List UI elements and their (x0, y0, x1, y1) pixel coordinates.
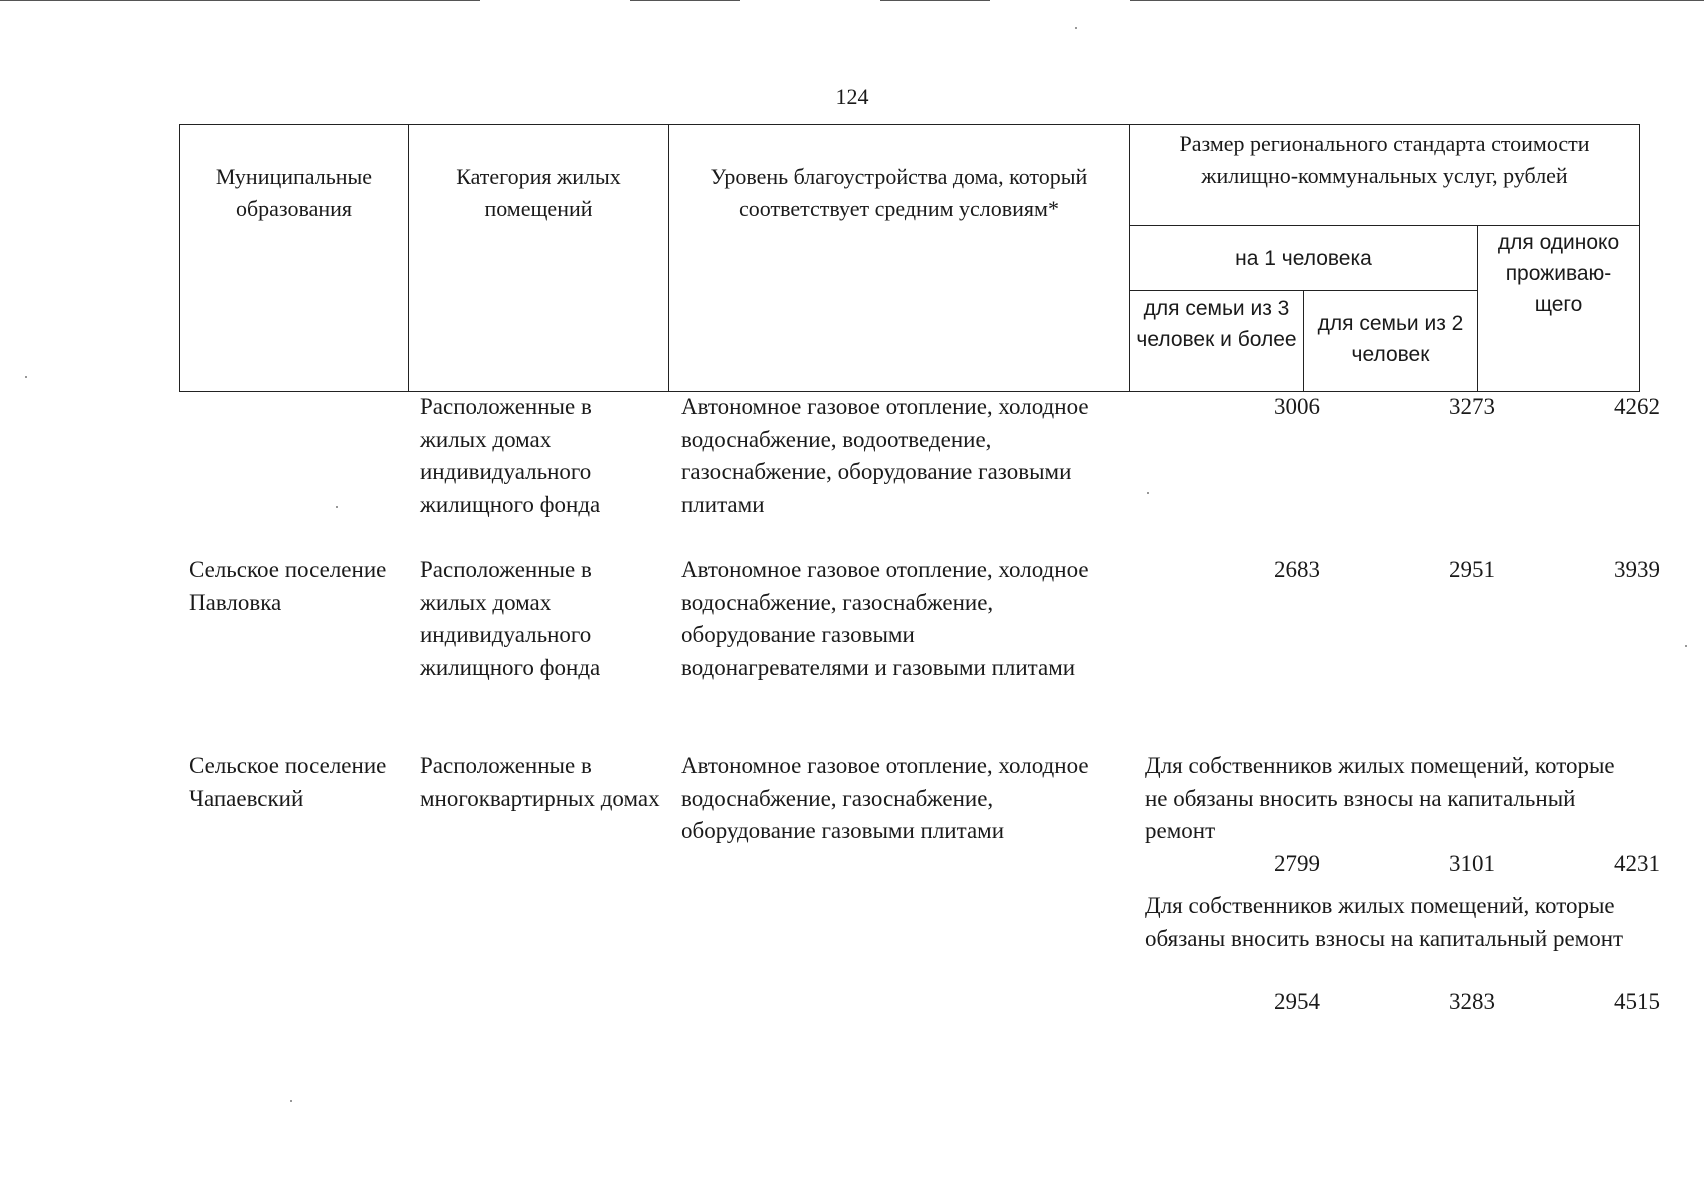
value-single: 3939 (1614, 557, 1660, 582)
scan-artifact-line (1130, 0, 1704, 1)
row-municipality: Сельское поселение Павловка (189, 557, 387, 615)
row-municipality: Сельское поселение Чапаевский (189, 753, 387, 811)
value-family-2: 3101 (1449, 851, 1495, 876)
note-values (179, 848, 1660, 880)
scan-artifact-line (0, 0, 480, 1)
scan-speck (1147, 492, 1149, 494)
scan-speck (1075, 27, 1077, 29)
owner-note-with-capital-repair: Для собственников жилых помещений, которые обязаны вносить взносы на капитальный ремонт (1145, 893, 1624, 951)
value-family-3: 3006 (1274, 394, 1320, 419)
scan-artifact-line (880, 0, 990, 1)
header-family-3: для семьи из 3 человек и более (1130, 291, 1304, 392)
row-category: Расположенные в многоквартирных домах (420, 753, 660, 811)
header-per-person: на 1 человека (1130, 226, 1478, 291)
scan-artifact-line (630, 0, 740, 1)
row-category: Расположенные в жилых домах индивидуального жилищного фонда (420, 394, 601, 517)
header-municipal: Муниципальные образования (180, 125, 409, 392)
value-single: 4515 (1614, 989, 1660, 1014)
header-category: Категория жилых помещений (409, 125, 669, 392)
row-level: Автономное газовое отопление, холодное водоснабжение, газоснабжение, оборудование газовыми водонагревателями и газовыми плитами (681, 557, 1089, 680)
header-level: Уровень благоустройства дома, который соответствует средним условиям* (669, 125, 1130, 392)
value-family-3: 2683 (1274, 557, 1320, 582)
row-level: Автономное газовое отопление, холодное водоснабжение, водоотведение, газоснабжение, оборудование газовыми плитами (681, 394, 1089, 517)
scan-speck (25, 376, 27, 378)
page-number: 124 (835, 84, 869, 109)
value-family-2: 3273 (1449, 394, 1495, 419)
owner-note-no-capital-repair: Для собственников жилых помещений, которые не обязаны вносить взносы на капитальный ремонт (1145, 753, 1615, 843)
row-category: Расположенные в жилых домах индивидуального жилищного фонда (420, 557, 601, 680)
header-standard: Размер регионального стандарта стоимости жилищно-коммунальных услуг, рублей (1130, 125, 1640, 226)
header-single: для одиноко проживаю-щего (1478, 226, 1640, 392)
value-family-3: 2799 (1274, 851, 1320, 876)
row-level: Автономное газовое отопление, холодное водоснабжение, газоснабжение, оборудование газовыми плитами (681, 753, 1089, 843)
header-family-2: для семьи из 2 человек (1304, 291, 1478, 392)
value-single: 4231 (1614, 851, 1660, 876)
table-header (179, 124, 1640, 392)
scan-speck (336, 506, 338, 508)
value-family-2: 3283 (1449, 989, 1495, 1014)
note-values (179, 986, 1660, 1018)
value-family-3: 2954 (1274, 989, 1320, 1014)
scan-speck (1685, 645, 1687, 647)
value-family-2: 2951 (1449, 557, 1495, 582)
value-single: 4262 (1614, 394, 1660, 419)
scan-speck (290, 1100, 292, 1102)
